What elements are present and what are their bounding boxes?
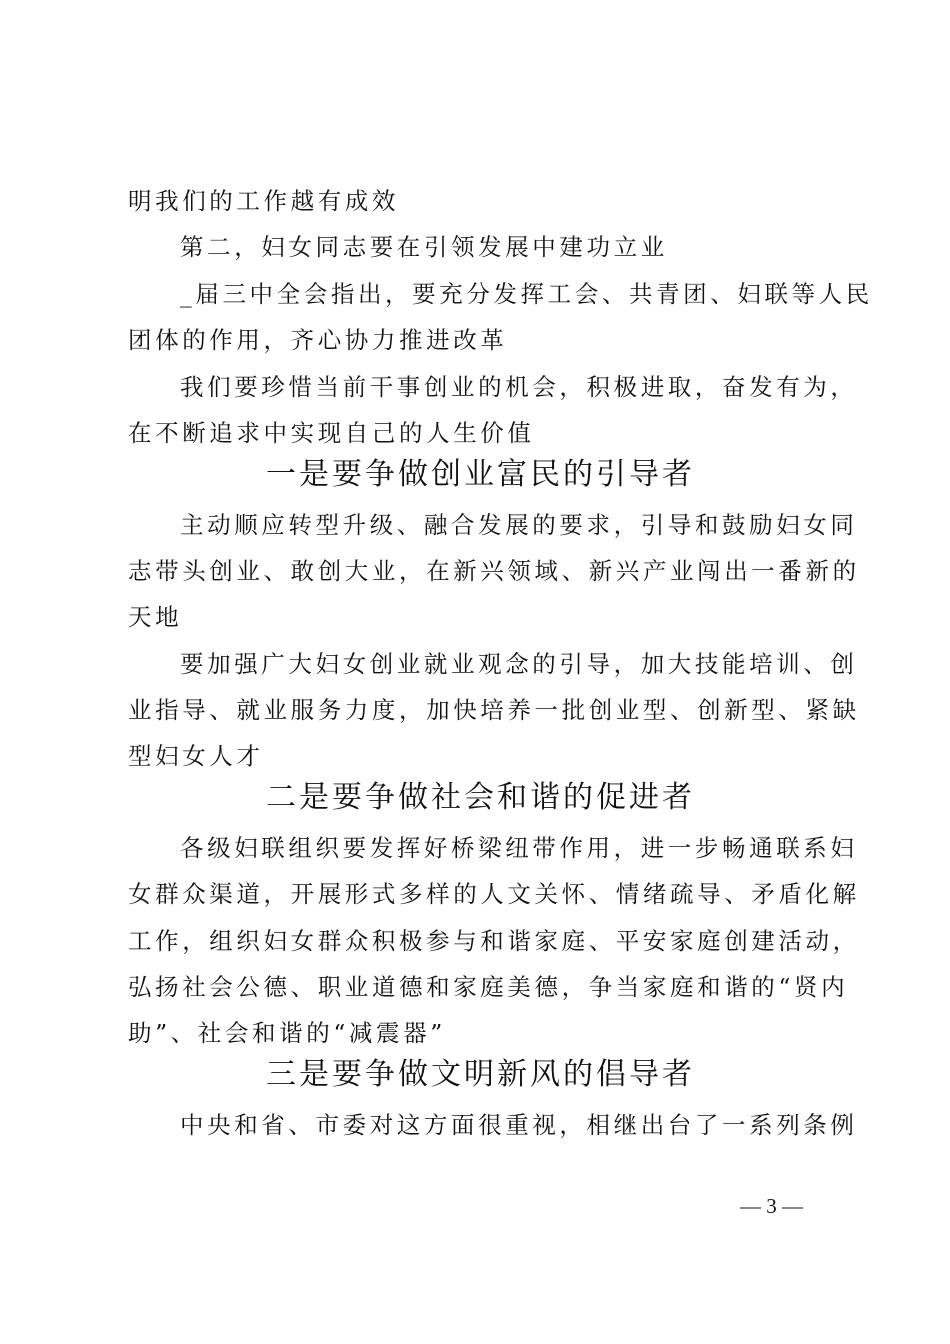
paragraph-line: 要加强广大妇女创业就业观念的引导，加大技能培训、创: [180, 650, 858, 678]
paragraph-line: 各级妇联组织要发挥好桥梁纽带作用，进一步畅通联系妇: [180, 834, 858, 862]
paragraph-line: 在不断追求中实现自己的人生价值: [128, 419, 535, 447]
paragraph-line: 型妇女人才: [128, 742, 264, 770]
paragraph-line: 女群众渠道，开展形式多样的人文关怀、情绪疏导、矛盾化解: [128, 880, 860, 908]
paragraph-line: 工作，组织妇女群众积极参与和谐家庭、平安家庭创建活动，: [128, 927, 860, 955]
paragraph-line: 团体的作用，齐心协力推进改革: [128, 326, 508, 354]
section-heading: 一是要争做创业富民的引导者: [266, 457, 695, 492]
section-heading: 三是要争做文明新风的倡导者: [266, 1057, 695, 1092]
paragraph-line: 天地: [128, 603, 183, 631]
section-heading: 二是要争做社会和谐的促进者: [266, 780, 695, 815]
page-number: — 3 —: [740, 1194, 803, 1218]
paragraph-line: 明我们的工作越有成效: [128, 187, 399, 215]
paragraph-line: 业指导、就业服务力度，加快培养一批创业型、创新型、紧缺: [128, 696, 860, 724]
paragraph-line: 弘扬社会公德、职业道德和家庭美德，争当家庭和谐的“贤内: [128, 973, 849, 1001]
paragraph-line: 志带头创业、敢创大业，在新兴领域、新兴产业闯出一番新的: [128, 557, 860, 585]
paragraph-line: _届三中全会指出，要充分发挥工会、共青团、妇联等人民: [180, 280, 873, 308]
paragraph-line: 第二，妇女同志要在引领发展中建功立业: [180, 233, 668, 261]
paragraph-line: 我们要珍惜当前干事创业的机会，积极进取，奋发有为，: [180, 373, 858, 401]
paragraph-line: 助”、社会和谐的“减震器”: [128, 1019, 446, 1047]
paragraph-line: 中央和省、市委对这方面很重视，相继出台了一系列条例: [180, 1111, 858, 1139]
paragraph-line: 主动顺应转型升级、融合发展的要求，引导和鼓励妇女同: [180, 511, 858, 539]
